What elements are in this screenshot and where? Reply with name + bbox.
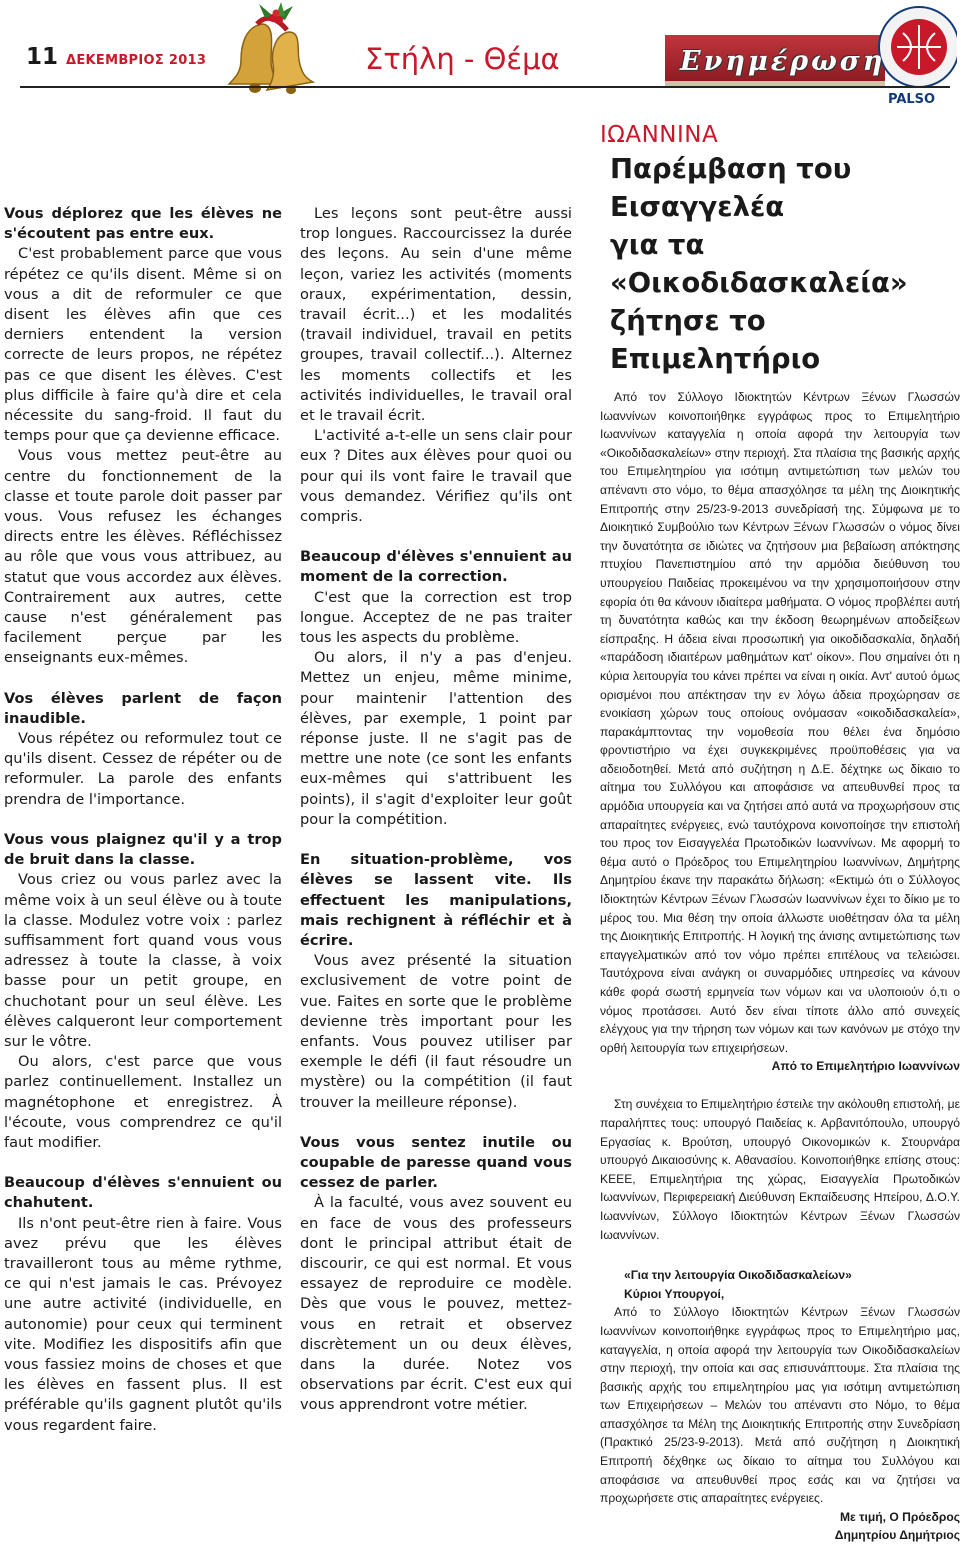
article-body: Από τον Σύλλογο Ιδιοκτητών Κέντρων Ξένων Γλωσσών Ιωαννίνων κοινοποιήθηκε εγγράφως προς το Επιμελητήριο Ιωαννίνων καταγγελία η οποία αφορά την λειτουργία των «Οικοδιδασκαλείων» στην περιοχή. Στα πλαίσια της βασικής αρχής του Επιμελητηρίου για ισότιμη αντιμετώπιση των μελών του απέναντι στο νόμο, το θέμα απασχόλησε τα μέλη της Διοικητικής Επιτροπής στην 25/23-9-2013 συνεδρίασή της. Σύμφωνα με το Διοικητικό Συμβούλιο των Κέντρων Ξένων Γλωσσών ο νόμος δίνει την δυνατότητα σε ιδιώτες να ζητήσουν μια βεβαίωση απόκτησης πτυχίου Πανεπιστημίου από την αρμόδια διεύθυνση του υπουργείου Παιδείας προκειμένου να την χρησιμοποιήσουν στην εφορία ότι θα κάνουν ιδιαίτερα μαθήματα. Ο νόμος προβλέπει αυτή τη δυνατότητα καθώς και την έκδοση θεωρημένων αποδείξεων είσπραξης. Η άδεια είναι προσωπική για οικοδιδασκαλία, δηλαδή «παράδοση ιδιαιτέρων μαθημάτων κατ' οίκον». Που σημαίνει ότι η κύρια λειτουργία του κάνει πρέπει να είναι η οικία. Αντ' αυτού όμως ορισμένοι που απέκτησαν την εν λόγω άδεια προχώρησαν σε ενοικίαση χώρων τους οποίους ονόμασαν «οικοδιδασκαλεία», παρακάμπτοντας την νομοθεσία που θέλει ένα δημόσιο φροντιστήριο να έχει συγκεκριμένες προϋποθέσεις για να αδειοδοτηθεί. Μετά από συζήτηση η Δ.Ε. δέχτηκε ως δίκαιο το αίτημα του Συλλόγου και αποφάσισε να απευθυνθεί προς τα αρμόδια υπουργεία και να ζητήσει από αυτά να προχωρήσουν στις απαραίτητες ενέργειες, ενώ ταυτόχρονα κοινοποίησε την επιστολή του προς τον Εισαγγελέα Πρωτοδικών Ιωαννίνων. Με αφορμή το θέμα αυτό ο Πρόεδρος του Επιμελητηρίου Ιωαννίνων, Δημήτρης Δημητρίου έκανε την παρακάτω δήλωση: «Εκτιμώ ότι ο Σύλλογος Ιδιοκτητών Κέντρων Ξένων Γλωσσών Ιωαννίνων έχει το δίκιο με το μέρος του. Μια θέση την οποία άλλωστε υιοθέτησαν όλα τα μέλη της Διοικητικής Επιτροπής. Η λογική της άνισης αντιμετώπισης των επαγγελματικών από τον νόμο πρέπει επιτέλους να τελειώσει. Ταυτόχρονα είναι ανάγκη οι συναρμόδιες υπηρεσίες να κάνουν κάθε φορά σωστή ερμηνεία των νόμων και να υλοποιούν ό,τι ο νόμος προτάσσει. Αυτό δεν είναι τίποτε άλλο από συνεχείς ελέγχους για την τήρηση των νόμων και των κανόνων με στόχο την ορθή λειτουργία των επιχειρήσεων.: [600, 390, 960, 1055]
paragraph: Ou alors, c'est parce que vous parlez continuellement. Installez un magnétophone et enregistrez. À l'écoute, vous comprendrez ce qu'il faut modifier.: [4, 1053, 282, 1151]
article-column-1: [4, 204, 282, 1436]
article-headline: [610, 150, 960, 378]
paragraph: Ils n'ont peut-être rien à faire. Vous avez prévu que les élèves travailleront tous au même rythme, ce qui n'est jamais le cas. Prévoyez une autre activité (individuelle, en autonomie) pour ceux qui terminent vite. Modifiez les dispositifs afin que vous fassiez moins de choses et que les élèves en fassent plus. Il est préférable qu'ils gagnent plutôt qu'ils vous regardent faire.: [4, 1214, 282, 1434]
issue-date: ΔΕΚΕΜΒΡΙΟΣ 2013: [66, 53, 207, 68]
christmas-bells-icon: [215, 2, 325, 114]
banner-title: Ενημέρωση: [680, 46, 886, 77]
article-column-2: [300, 204, 572, 1416]
letter-salutation: Κύριοι Υπουργοί,: [624, 1286, 725, 1301]
paragraph: Ou alors, il n'y a pas d'enjeu. Mettez un enjeu, même minime, pour maintenir l'attention des élèves, par exemple, 1 point par réponse juste. Il ne s'agit pas de mettre une note (ce sont les enfants eux-mêmes qui s'attribuent les points), il s'agit d'exploiter leur goût pour la compétition.: [300, 649, 572, 828]
subheading: Beaucoup d'élèves s'ennuient au moment de la correction.: [300, 548, 572, 586]
paragraph: C'est que la correction est trop longue. Acceptez de ne pas traiter tous les aspects du problème.: [300, 588, 572, 647]
paragraph: Vous avez présenté la situation exclusivement de votre point de vue. Faites en sorte que le problème devienne très important pour les enfants. Vous pouvez utiliser par exemple le défi (il faut résoudre un mystère) ou la compétition (il faut trouver la meilleure réponse).: [300, 952, 572, 1111]
page-number: 11: [26, 44, 59, 70]
news-article: [600, 122, 960, 1545]
headline-line: ζήτησε το Επιμελητήριο: [610, 305, 821, 375]
subheading: Vous déplorez que les élèves ne s'écoutent pas entre eux.: [4, 205, 282, 243]
letter-body: Από το Σύλλογο Ιδιοκτητών Κέντρων Ξένων Γλωσσών Ιωαννίνων κοινοποιήθηκε εγγράφως προς το Επιμελητήριο μας, καταγγελία, η οποία αφορά την λειτουργία των Οικοδιδασκαλείων στην περιοχή, την οποία και σας επισυνάπτουμε. Στα πλαίσια της βασικής αρχής του επιμελητηρίου μας για ισότιμη αντιμετώπιση των Επιχειρήσεων – Μελών του απέναντι στο Νόμο, το θέμα απασχόλησε τα Μέλη της Διοικητικής Επιτροπής στην Συνεδρίαση (Πρακτικό 25/23-9-2013). Μετά από συζήτηση η Διοικητική Επιτροπή δέχθηκε ως δίκαιο το αίτημα του Συλλόγου και αποφάσισε να απευθυνθεί προς εσάς και να ζητήσει να προχωρήσετε στις απαραίτητες ενέργειες.: [600, 1305, 960, 1506]
paragraph: C'est probablement parce que vous répétez ce qu'ils disent. Même si on vous a dit de reformuler ce que disent les élèves afin que ces derniers entendent la version correcte de leurs propos, ne répétez pas ce que disent les élèves. C'est plus difficile à faire qu'à dire et cela nécessite du sang-froid. Il faut du temps pour que ça devienne efficace.: [4, 245, 282, 445]
signature-name: Δημητρίου Δημήτριος: [834, 1528, 960, 1543]
subheading: Vous vous plaignez qu'il y a trop de bruit dans la classe.: [4, 830, 282, 869]
article-body-2: Στη συνέχεια το Επιμελητήριο έστειλε την ακόλουθη επιστολή, με παραλήπτες τους: υπουργό Παιδείας κ. Αρβανιτόπουλο, υπουργό Εργασίας κ. Βρούτση, υπουργό Οικονομικών κ. Στουρνάρα υπουργό Δικαιοσύνης κ. Αθανασίου. Κοινοποιήθηκε επίσης στους: ΚΕΕΕ, Επιμελητήρια της χώρας, Εισαγγελία Πρωτοδικών Ιωαννίνων, Περιφερειακή Διεύθυνση Εκπαίδευσης Ηπείρου, Δ.Ο.Υ. Ιωαννίνων, Σύλλογο Ιδιοκτητών Κέντρων Ξένων Γλωσσών Ιωαννίνων.: [600, 1097, 960, 1242]
subheading: En situation-problème, vos élèves se lassent vite. Ils effectuent les manipulations, mais rechignent à réfléchir et à écrire.: [300, 851, 572, 949]
subheading: Vos élèves parlent de façon inaudible.: [4, 689, 282, 727]
letter-title: «Για την λειτουργία Οικοδιδασκαλείων»: [624, 1268, 852, 1283]
article-source: Από το Επιμελητήριο Ιωαννίνων: [771, 1059, 960, 1074]
header-divider: [20, 86, 950, 88]
headline-line: για τα «Οικοδιδασκαλεία»: [610, 229, 908, 299]
page-header: [0, 0, 960, 112]
subheading: Vous vous sentez inutile ou coupable de paresse quand vous cessez de parler.: [300, 1133, 572, 1192]
paragraph: L'activité a-t-elle un sens clair pour eux ? Dites aux élèves pour quoi ou pour qui ils vont faire le travail que vous demandez. Vérifiez qu'ils ont compris.: [300, 427, 572, 526]
subheading: Beaucoup d'élèves s'ennuient ou chahutent.: [4, 1174, 282, 1212]
paragraph: Les leçons sont peut-être aussi trop longues. Raccourcissez la durée des leçons. Au sein d'une même leçon, variez les activités (moments oraux, expérimentation, dessin, travail écrit...) et les modalités (travail individuel, travail en petits groupes, travail collectif...). Alternez les moments collectifs et les activités individuelles, le travail oral et le travail écrit.: [300, 205, 572, 425]
signature-title: Με τιμή, Ο Πρόεδρος: [839, 1509, 960, 1524]
paragraph: À la faculté, vous avez souvent eu en face de vous des professeurs dont le principal attribut était de discourir, ce qui est normal. Et vous essayez de reproduire ce modèle. Dès que vous le pouvez, mettez-vous en retrait et observez discrètement un ou deux élèves, dans la durée. Notez vos observations par écrit. C'est eux qui vous apprendront votre métier.: [300, 1194, 572, 1414]
headline-line: Παρέμβαση του Εισαγγελέα: [610, 153, 852, 223]
letter-heading: [600, 1266, 960, 1303]
paragraph: Vous vous mettez peut-être au centre du fonctionnement de la classe et toute parole doit passer par vous. Vous refusez les échanges directs entre les élèves. Réfléchissez au rôle que vous vous attribuez, au statut que vous accordez aux élèves. Contrairement aux autres, cette cause n'est généralement pas facilement perçue par les enseignants eux-mêmes.: [4, 447, 282, 667]
paragraph: Vous répétez ou reformulez tout ce qu'ils disent. Cessez de répéter ou de reformuler. La parole des enfants prendra de l'importance.: [4, 730, 282, 808]
palso-logo-text: PALSO: [888, 92, 936, 107]
article-city: ΙΩΑΝΝΙΝΑ: [600, 122, 719, 148]
section-title: Στήλη - Θέμα: [365, 42, 560, 76]
paragraph: Vous criez ou vous parlez avec la même voix à un seul élève ou à toute la classe. Modulez votre voix : parlez suffisamment fort quand vous vous adressez à toute la classe, à voix basse pour un petit groupe, en chuchotant pour un seul élève. Les élèves calqueront leur comportement sur le vôtre.: [4, 871, 282, 1050]
